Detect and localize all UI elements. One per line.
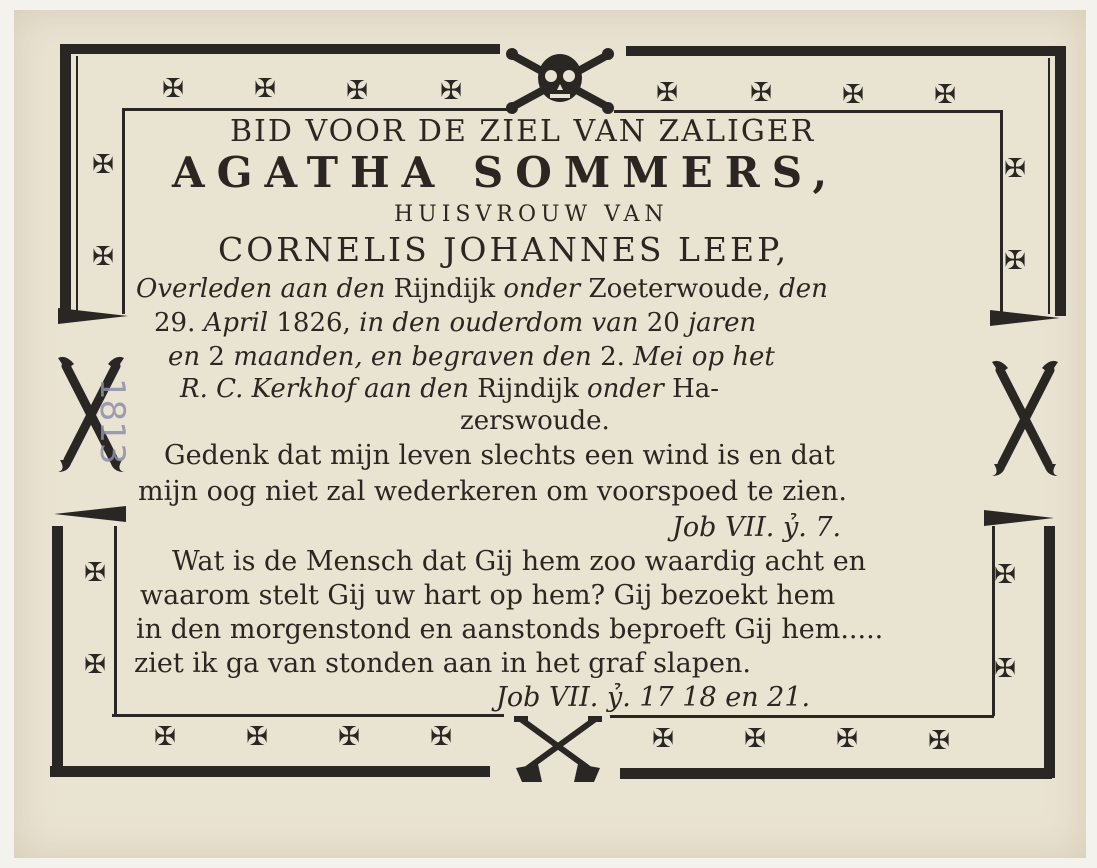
pennant-left-lower	[54, 504, 126, 524]
inner-top-left	[122, 108, 512, 111]
frame-bottom-right	[620, 768, 1052, 779]
verse-2-line-3: in den morgenstond en aanstonds beproeft Gij hem.....	[136, 614, 884, 645]
text-segment: Ha-	[672, 374, 720, 404]
cross-pattee-icon: ✠	[346, 76, 368, 106]
cross-pattee-icon: ✠	[994, 560, 1016, 590]
cross-pattee-icon: ✠	[338, 722, 360, 752]
text-segment: jaren	[688, 308, 757, 338]
frame-bottom-left	[50, 766, 490, 777]
cross-pattee-icon: ✠	[84, 558, 106, 588]
cross-pattee-icon: ✠	[92, 242, 114, 272]
details-line-5	[460, 406, 610, 436]
cross-pattee-icon: ✠	[440, 76, 462, 106]
text-segment: onder	[587, 374, 673, 404]
cross-pattee-icon: ✠	[1004, 246, 1026, 276]
text-segment: 29.	[154, 308, 204, 338]
inner-right-upper	[1000, 110, 1003, 316]
verse-1-line-1: Gedenk dat mijn leven slechts een wind is en dat	[164, 440, 835, 471]
cross-pattee-icon: ✠	[934, 80, 956, 110]
cross-pattee-icon: ✠	[652, 724, 674, 754]
inner-left-upper	[122, 108, 125, 314]
cross-pattee-icon: ✠	[836, 724, 858, 754]
cross-pattee-icon: ✠	[744, 724, 766, 754]
cross-pattee-icon: ✠	[928, 726, 950, 756]
text-segment: maanden, en begraven den	[233, 342, 601, 372]
cross-pattee-icon: ✠	[750, 78, 772, 108]
memorial-card	[14, 10, 1086, 858]
pennant-right-lower	[984, 508, 1056, 528]
cross-pattee-icon: ✠	[430, 722, 452, 752]
text-segment: onder	[503, 274, 589, 304]
card-header: BID VOOR DE ZIEL VAN ZALIGER	[230, 114, 816, 149]
text-segment: Rijndijk	[393, 274, 504, 304]
text-segment: in den ouderdom van	[359, 308, 647, 338]
archive-stamp: 1813	[92, 378, 132, 465]
text-segment: Rijndijk	[477, 374, 587, 404]
text-segment: zerswoude.	[460, 406, 610, 436]
cross-pattee-icon: ✠	[656, 78, 678, 108]
details-line-3	[168, 342, 775, 372]
cross-pattee-icon: ✠	[162, 74, 184, 104]
cross-pattee-icon: ✠	[254, 74, 276, 104]
verse-2-reference: Job VII. ỷ. 17 18 en 21.	[496, 682, 811, 713]
cross-pattee-icon: ✠	[84, 650, 106, 680]
verse-1-line-2: mijn oog niet zal wederkeren om voorspoed te zien.	[138, 476, 847, 507]
crossed-torches-icon	[986, 360, 1064, 476]
verse-1-reference: Job VII. ỷ. 7.	[672, 512, 842, 543]
text-segment: 20	[646, 308, 689, 338]
deceased-name: AGATHA SOMMERS,	[172, 148, 840, 197]
inner-bottom-left	[112, 714, 504, 717]
cross-pattee-icon: ✠	[994, 654, 1016, 684]
cross-pattee-icon: ✠	[246, 722, 268, 752]
frame-left-upper	[60, 44, 71, 312]
frame-right-lower	[1044, 526, 1055, 778]
crossed-shovels-icon	[508, 712, 608, 784]
inner-left-lower	[114, 526, 117, 716]
details-line-4	[180, 374, 719, 404]
frame-top-right	[626, 46, 1066, 56]
text-segment: Overleden aan den	[136, 274, 394, 304]
verse-2-line-1: Wat is de Mensch dat Gij hem zoo waardig acht en	[172, 546, 867, 577]
inner-top-right	[614, 110, 1002, 113]
frame-left-lower	[52, 526, 63, 776]
text-segment: 2	[208, 342, 234, 372]
inner-bottom-right	[610, 715, 994, 718]
outer-thin-right	[1048, 58, 1050, 314]
text-segment: 2.	[600, 342, 634, 372]
text-segment: en	[168, 342, 209, 372]
text-segment: R. C. Kerkhof aan den	[180, 374, 478, 404]
text-segment: den	[779, 274, 828, 304]
outer-thin-left	[76, 56, 78, 312]
text-segment: 1826,	[276, 308, 360, 338]
relation-label: HUISVROUW VAN	[394, 202, 669, 227]
cross-pattee-icon: ✠	[92, 150, 114, 180]
verse-2-line-2: waarom stelt Gij uw hart op hem? Gij bezoekt hem	[140, 580, 836, 611]
frame-right-upper	[1055, 46, 1066, 316]
inner-right-lower	[992, 526, 995, 716]
details-line-2	[154, 308, 756, 338]
verse-2-line-4: ziet ik ga van stonden aan in het graf slapen.	[134, 648, 751, 679]
text-segment: Zoeterwoude,	[588, 274, 780, 304]
pennant-left-upper	[58, 306, 130, 326]
cross-pattee-icon: ✠	[154, 722, 176, 752]
cross-pattee-icon: ✠	[842, 80, 864, 110]
spouse-name: CORNELIS JOHANNES LEEP,	[218, 230, 790, 269]
pennant-right-upper	[990, 308, 1062, 328]
text-segment: April	[203, 308, 277, 338]
cross-pattee-icon: ✠	[1004, 154, 1026, 184]
details-line-1	[136, 274, 828, 304]
skull-crossbones-icon	[504, 44, 616, 116]
frame-top-left	[60, 44, 500, 54]
text-segment: Mei op het	[633, 342, 775, 372]
